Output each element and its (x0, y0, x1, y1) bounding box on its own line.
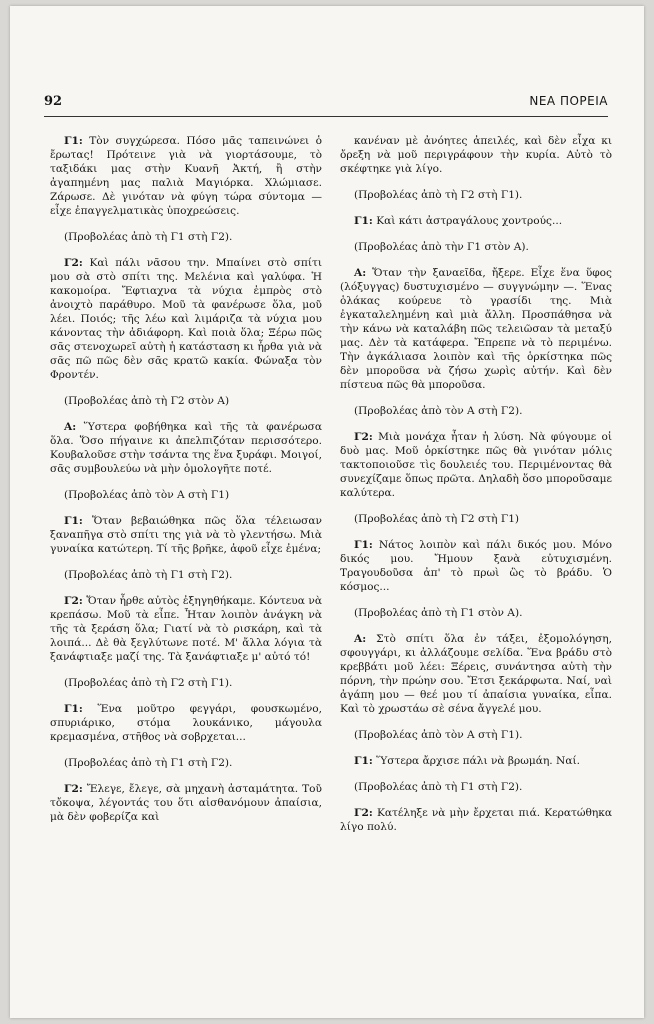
speaker-label: Γ2: (354, 431, 373, 443)
dialogue-paragraph (340, 214, 612, 228)
dialogue-paragraph (50, 420, 322, 476)
speaker-label: Γ1: (64, 515, 83, 527)
paragraph-text: Καὶ πάλι νᾶσου την. Μπαίνει στὸ σπίτι μου σὰ στὸ σπίτι της. Μελένια καὶ γαλύφα. Ἡ κακομοίρα. Ἔφτιαχνα τὰ νύχια ἐμπρὸς στὸ ἀνοιχτὸ παράθυρο. Μοῦ τὰ φανέρωσε ὅλα, μοῦ λέει. Ποιός; τῆς λέω καὶ λιμάριζα τὰ νύχια μου κάνοντας τὴν ἀδιάφορη. Καὶ ποιὰ ὅλα; Ξέρω πῶς σᾶς στενοχωρεῖ αὐτὴ ἡ κατάσταση κι ἦρθα γιὰ νὰ σᾶς πῶ πῶς δὲν σᾶς κρατῶ κακία. Φώναξα τὸν Φροντέν. (50, 257, 322, 381)
dialogue-paragraph (340, 430, 612, 500)
right-column (340, 134, 612, 846)
running-title: ΝΕΑ ΠΟΡΕΙΑ (529, 94, 608, 108)
paragraph-text: Ὅταν ἦρθε αὐτὸς ἐξηγηθήκαμε. Κόντευα νὰ κρεπάσω. Μοῦ τὰ εἶπε. Ἦταν λοιπὸν ἀνάγκη νὰ τῆς τὰ ξεράση ὅλα; Γιατί νὰ τὸ ρισκάρη, καὶ τὰ λοιπά... Δὲ θὰ ξεγλύτωνε ποτέ. Μ' ἄλλα λόγια τὰ ξανάφτιαξε μαζί της. Τὰ ξανάφτιαξε μ' αὐτό τό! (50, 595, 322, 663)
paragraph-text: Ἔλεγε, ἔλεγε, σὰ μηχανὴ ἀσταμάτητα. Τοῦ τὄκοψα, λέγοντάς του ὅτι αἰσθανόμουν ἀπαίσια, μὰ δὲν φοβερίζα καὶ (50, 783, 322, 823)
paragraph-text: Κατέληξε νὰ μὴν ἔρχεται πιά. Κερατώθηκα λίγο πολύ. (340, 807, 612, 833)
paragraph-text: Τὸν συγχώρεσα. Πόσο μᾶς ταπεινώνει ὁ ἔρωτας! Πρότεινε γιὰ νὰ γιορτάσουμε, τὸ ταξιδάκι μας στὴν Κυανῆ Ἀκτή, ἢ στὴν ἀγαπημένη μας παλιὰ Μαγιόρκα. Χλώμιασε. Ζάρωσε. Δὲ γινόταν νὰ φύγη τώρα σύντομα — εἶχε ἐπαγγελματικὰς ὑποχρεώσεις. (50, 135, 322, 217)
page-header (44, 92, 608, 117)
paragraph-text: κανέναν μὲ ἀνόητες ἀπειλές, καὶ δὲν εἶχα κι ὄρεξη νὰ μοῦ περιγράφουν τὴν κυρία. Αὐτὸ τὸ σκέφτηκε γιὰ λίγο. (340, 135, 612, 175)
speaker-label: Γ1: (354, 215, 373, 227)
dialogue-paragraph (50, 514, 322, 556)
paragraph-text: (Προβολέας ἀπὸ τὴ Γ2 στὴ Γ1). (64, 677, 233, 689)
paragraph-text: Ὅταν τὴν ξαναεῖδα, ἤξερε. Εἶχε ἕνα ὕφος (λόξυγγας) δυστυχισμένο — συγγνώμην —. Ἕνας ὁλάκας κούρευε τὸ γρασίδι της. Μιὰ ἐγκαταλελημένη καὶ μιὰ ἄλλη. Προσπάθησα νὰ τὴν κάνω νὰ καταλάβη πῶς τελειῶσαν τὰ μεταξύ μας. Δὲν τὰ κατάφερα. Ἔπρεπε νὰ τὸ περιμένω. Τὴν ἀγκάλιασα λοιπὸν καὶ τῆς ὁρκίστηκα πῶς δὲν μποροῦσα νὰ ζήσω χωρὶς αὐτήν. Καὶ δὲν πίστευα πῶς θὰ μποροῦσα. (340, 267, 612, 391)
dialogue-paragraph (340, 266, 612, 392)
stage-direction (50, 488, 322, 502)
dialogue-paragraph (50, 594, 322, 664)
dialogue-paragraph (340, 806, 612, 834)
stage-direction (50, 394, 322, 408)
dialogue-paragraph (340, 632, 612, 716)
paragraph-text: (Προβολέας ἀπὸ τὴ Γ1 στὸν Α). (354, 607, 523, 619)
speaker-label: Γ1: (64, 135, 83, 147)
speaker-label: Γ1: (354, 539, 373, 551)
dialogue-paragraph (340, 754, 612, 768)
left-column (50, 134, 322, 836)
paragraph-text: Ἕνα μοῦτρο φεγγάρι, φουσκωμένο, σπυριάρικο, στόμα λουκάνικο, μάγουλα κρεμασμένα, στῆθος νὰ σοβρχεται... (50, 703, 322, 743)
paragraph-text: Μιὰ μονάχα ἦταν ἡ λύση. Νὰ φύγουμε οἱ δυὸ μας. Μοῦ ὁρκίστηκε πῶς θὰ γινόταν μόλις τακτοποιοῦσε τὶς δουλειές του. Περιμένοντας θὰ συνεχίζαμε ὅπως πρῶτα. Δηλαδὴ ὅσο μποροῦσαμε καλύτερα. (340, 431, 612, 499)
stage-direction (340, 728, 612, 742)
stage-direction (340, 134, 612, 176)
stage-direction (340, 512, 612, 526)
dialogue-paragraph (50, 782, 322, 824)
paragraph-text: (Προβολέας ἀπὸ τὴ Γ1 στὴ Γ2). (354, 781, 523, 793)
stage-direction (50, 568, 322, 582)
paragraph-text: (Προβολέας ἀπὸ τὸν Α στὴ Γ1). (354, 729, 523, 741)
paragraph-text: Νάτος λοιπὸν καὶ πάλι δικός μου. Μόνο δικός μου. Ἤμουν ξανὰ εὐτυχισμένη. Τραγουδοῦσα ἀπ' τὸ πρωὶ ὣς τὸ βράδυ. Ὁ κόσμος... (340, 539, 612, 593)
paragraph-text: Ὅταν βεβαιώθηκα πῶς ὅλα τέλειωσαν ξαναπῆγα στὸ σπίτι της γιὰ νὰ τὸ γλεντήσω. Μιὰ γυναίκα κατώτερη. Τί τῆς βρῆκε, ἀφοῦ εἶχε ἐμένα; (50, 515, 322, 555)
stage-direction (340, 606, 612, 620)
document-page (10, 6, 644, 1018)
dialogue-paragraph (340, 538, 612, 594)
stage-direction (50, 676, 322, 690)
speaker-label: Γ2: (64, 595, 83, 607)
dialogue-paragraph (50, 134, 322, 218)
speaker-label: Γ2: (354, 807, 373, 819)
paragraph-text: Στὸ σπίτι ὅλα ἐν τάξει, ἐξομολόγηση, σφουγγάρι, κι ἀλλάζουμε σελίδα. Ἕνα βράδυ στὸ κρεββάτι μοῦ λέει: Ξέρεις, συνάντησα αὐτὴ τὴν πόρνη, τὴν πρώην σου. Ἔτσι ξεκάρφωτα. Ναί, ναὶ ἀγάπη μου — θεέ μου τί ἀπαίσια γυναίκα, εἶπα. Καὶ τὸ χρωστάω σὲ σένα ἄγγελέ μου. (340, 633, 612, 715)
speaker-label: Γ1: (354, 755, 373, 767)
paragraph-text: (Προβολέας ἀπὸ τὸν Α στὴ Γ2). (354, 405, 523, 417)
stage-direction (50, 756, 322, 770)
speaker-label: Γ2: (64, 257, 83, 269)
stage-direction (340, 404, 612, 418)
speaker-label: Γ1: (64, 703, 83, 715)
paragraph-text: (Προβολέας ἀπὸ τὴ Γ2 στὸν Α) (64, 395, 230, 407)
stage-direction (340, 780, 612, 794)
paragraph-text: (Προβολέας ἀπὸ τὸν Α στὴ Γ1) (64, 489, 230, 501)
page-number: 92 (44, 94, 63, 109)
paragraph-text: (Προβολέας ἀπὸ τὴν Γ1 στὸν Α). (354, 241, 529, 253)
speaker-label: Α: (64, 421, 77, 433)
paragraph-text: (Προβολέας ἀπὸ τὴ Γ2 στὴ Γ1) (354, 513, 520, 525)
paragraph-text: Καὶ κάτι ἀστραγάλους χοντρούς... (376, 215, 563, 227)
speaker-label: Γ2: (64, 783, 83, 795)
stage-direction (340, 240, 612, 254)
stage-direction (340, 188, 612, 202)
speaker-label: Α: (354, 267, 367, 279)
paragraph-text: (Προβολέας ἀπὸ τὴ Γ1 στὴ Γ2). (64, 569, 233, 581)
dialogue-paragraph (50, 256, 322, 382)
dialogue-paragraph (50, 702, 322, 744)
speaker-label: Α: (354, 633, 367, 645)
paragraph-text: Ὕστερα φοβήθηκα καὶ τῆς τὰ φανέρωσα ὅλα. Ὅσο πήγαινε κι ἀπελπιζόταν περισσότερο. Κουβαλοῦσε στὴν τσάντα της ἕνα ξυράφι. Μοιγοί, σᾶς συμβουλεύω νὰ μὴν ὁμολογῆτε ποτέ. (50, 421, 322, 475)
paragraph-text: (Προβολέας ἀπὸ τὴ Γ2 στὴ Γ1). (354, 189, 523, 201)
stage-direction (50, 230, 322, 244)
paragraph-text: Ὕστερα ἄρχισε πάλι νὰ βρωμάη. Ναί. (376, 755, 580, 767)
paragraph-text: (Προβολέας ἀπὸ τὴ Γ1 στὴ Γ2). (64, 757, 233, 769)
paragraph-text: (Προβολέας ἀπὸ τὴ Γ1 στὴ Γ2). (64, 231, 233, 243)
